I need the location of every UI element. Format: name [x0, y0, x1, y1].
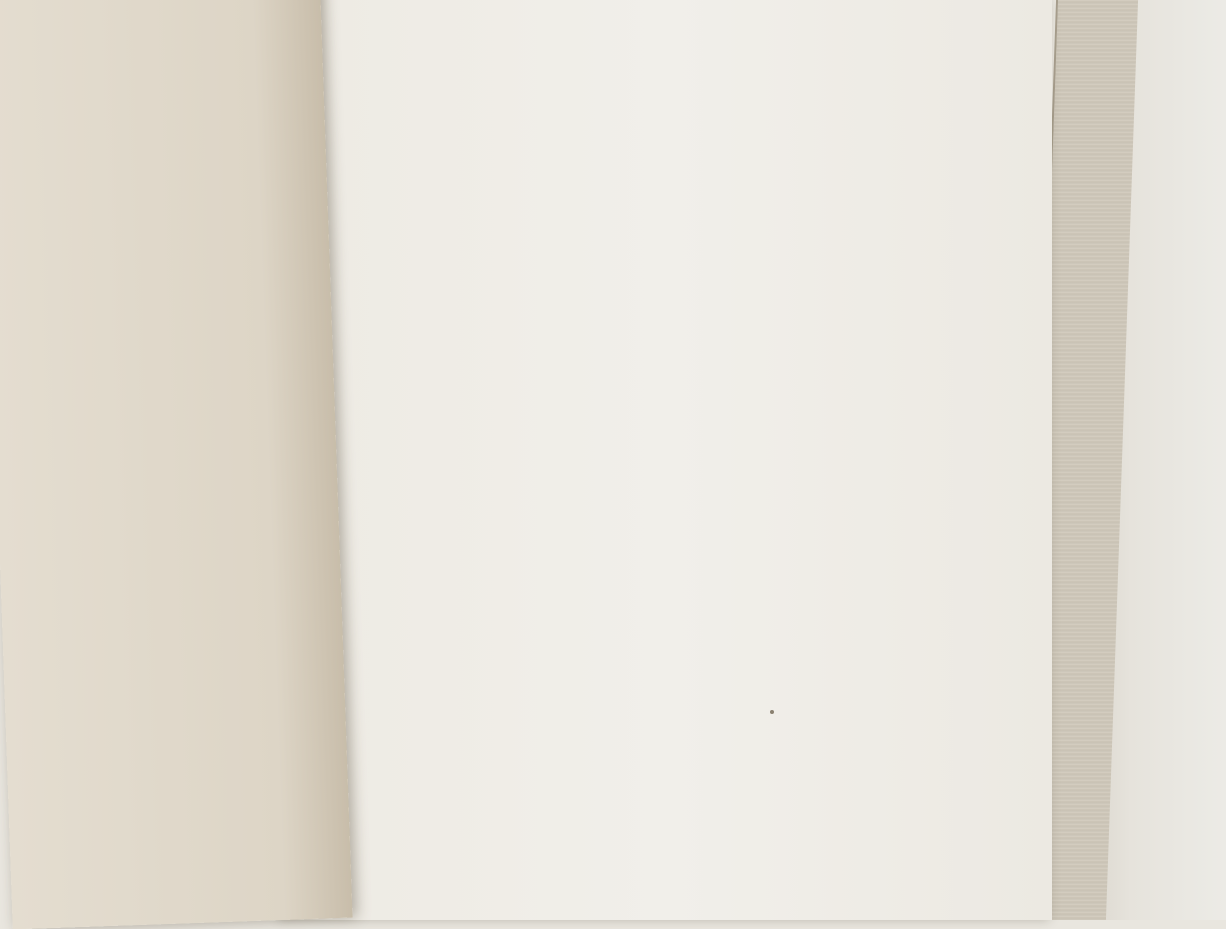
left-page	[0, 0, 353, 929]
right-page	[282, 0, 1052, 920]
paper-fleck	[770, 710, 774, 714]
